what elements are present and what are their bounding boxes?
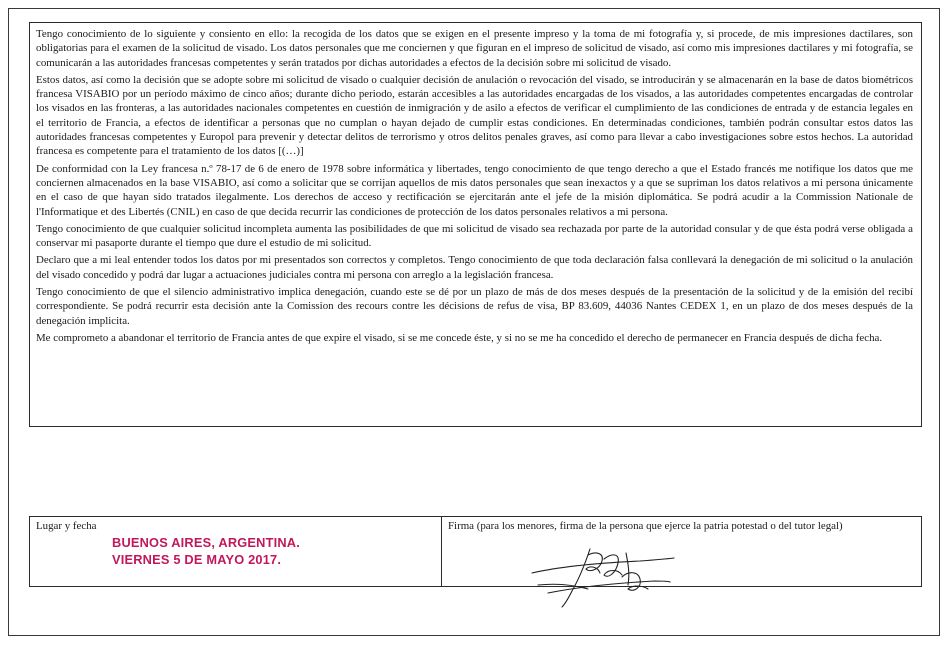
place-date-label: Lugar y fecha	[36, 520, 97, 532]
place-date-cell	[30, 517, 442, 586]
signature-table	[29, 516, 922, 587]
consent-paragraph-2: Estos datos, así como la decisión que se adopte sobre mi solicitud de visado o cualquier decisión de anulación o revocación del visado, se introducirán y se almacenarán en la base de datos biométricos francesa VISABIO por un período máximo de cinco años; durante dicho periodo, estarán accesibles a las autoridades encargadas de los visados, a las autoridades competentes encargadas de controlar los visados en las fronteras, a las autoridades nacionales competentes en cuestión de inmigración y de asilo a efectos de verificar el cumplimiento de las condiciones de entrada y de estancia legales en el territorio de Francia, a efectos de identificar a personas que no cumplan o hayan dejado de cumplir estas condiciones. En determinadas condiciones, también podrán consultar estos datos las autoridades francesas competentes y Europol para prevenir y detectar delitos de terrorismo y otros delitos penales graves, así como para llevar a cabo investigaciones sobre estos hechos. La autoridad francesa es competente para el tratamiento de los datos [(…)]	[36, 73, 913, 158]
date-value: VIERNES 5 DE MAYO 2017.	[112, 552, 282, 567]
place-value: BUENOS AIRES, ARGENTINA.	[112, 535, 300, 550]
consent-paragraph-7: Me comprometo a abandonar el territorio de Francia antes de que expire el visado, si se me concede éste, y si no se me ha concedido el derecho de permanecer en Francia después de dicha fecha.	[36, 331, 883, 344]
consent-paragraph-6: Tengo conocimiento de que el silencio administrativo implica denegación, cuando este se dé por un plazo de más de dos meses después de la presentación de la solicitud y de la emisión del recibí correspondiente. Se podrá recurrir esta decisión ante la Comission des recours contre les décisions de refus de visa, BP 83.609, 44036 Nantes CEDEX 1, en un plazo de dos meses después de la denegación implicita.	[36, 286, 913, 327]
consent-paragraph-5: Declaro que a mi leal entender todos los datos por mi presentados son correctos y completos. Tengo conocimiento de que toda declaración falsa conllevará la denegación de mi solicitud o la anulación del visado concedido y podrá dar lugar a actuaciones judiciales contra mi persona con arreglo a la legislación francesa.	[36, 254, 913, 281]
signature-label: Firma (para los menores, firma de la persona que ejerce la patria potestad o del tutor legal)	[448, 520, 843, 532]
consent-paragraph-4: Tengo conocimiento de que cualquier solicitud incompleta aumenta las posibilidades de que mi solicitud de visado sea rechazada por parte de la autoridad consular y de que ésta podrá verse obligada a conservar mi pasaporte durante el tiempo que dure el estudio de mi solicitud.	[36, 222, 913, 250]
consent-text-box	[29, 22, 922, 427]
consent-paragraph-3: De conformidad con la Ley francesa n.º 78-17 de 6 de enero de 1978 sobre informática y libertades, tengo conocimiento de que tengo derecho a que el Estado francés me notifique los datos que me conciernen almacenados en la base VISABIO, así como a solicitar que se corrijan aquellos de mis datos personales que sean inexactos y a que se supriman los datos relativos a mi persona únicamente en el caso de que hayan sido tratados ilegalmente. Los derechos de acceso y rectificación se ejercitarán ante el jefe de la misión diplomática. Se podrá acudir a la Commission Nationale de l'Informatique et des Libertés (CNIL) en caso de que decida recurrir las condiciones de protección de los datos personales relativos a mi persona.	[36, 162, 913, 218]
consent-paragraph-1: Tengo conocimiento de lo siguiente y consiento en ello: la recogida de los datos que se exigen en el presente impreso y la toma de mi fotografía y, si procede, de mis impresiones dactilares, son obligatorias para el examen de la solicitud de visado. Los datos personales que me conciernen y que figuran en el impreso de solicitud de visado, así como mis impresiones dactilares y mi fotografía, se comunicarán a las autoridades francesas competentes y serán tratados por dichas autoridades a efectos de la decisión sobre mi solicitud de visado.	[36, 28, 913, 69]
signature-cell	[442, 517, 921, 586]
handwritten-signature	[528, 539, 678, 609]
place-date-value	[112, 534, 300, 568]
